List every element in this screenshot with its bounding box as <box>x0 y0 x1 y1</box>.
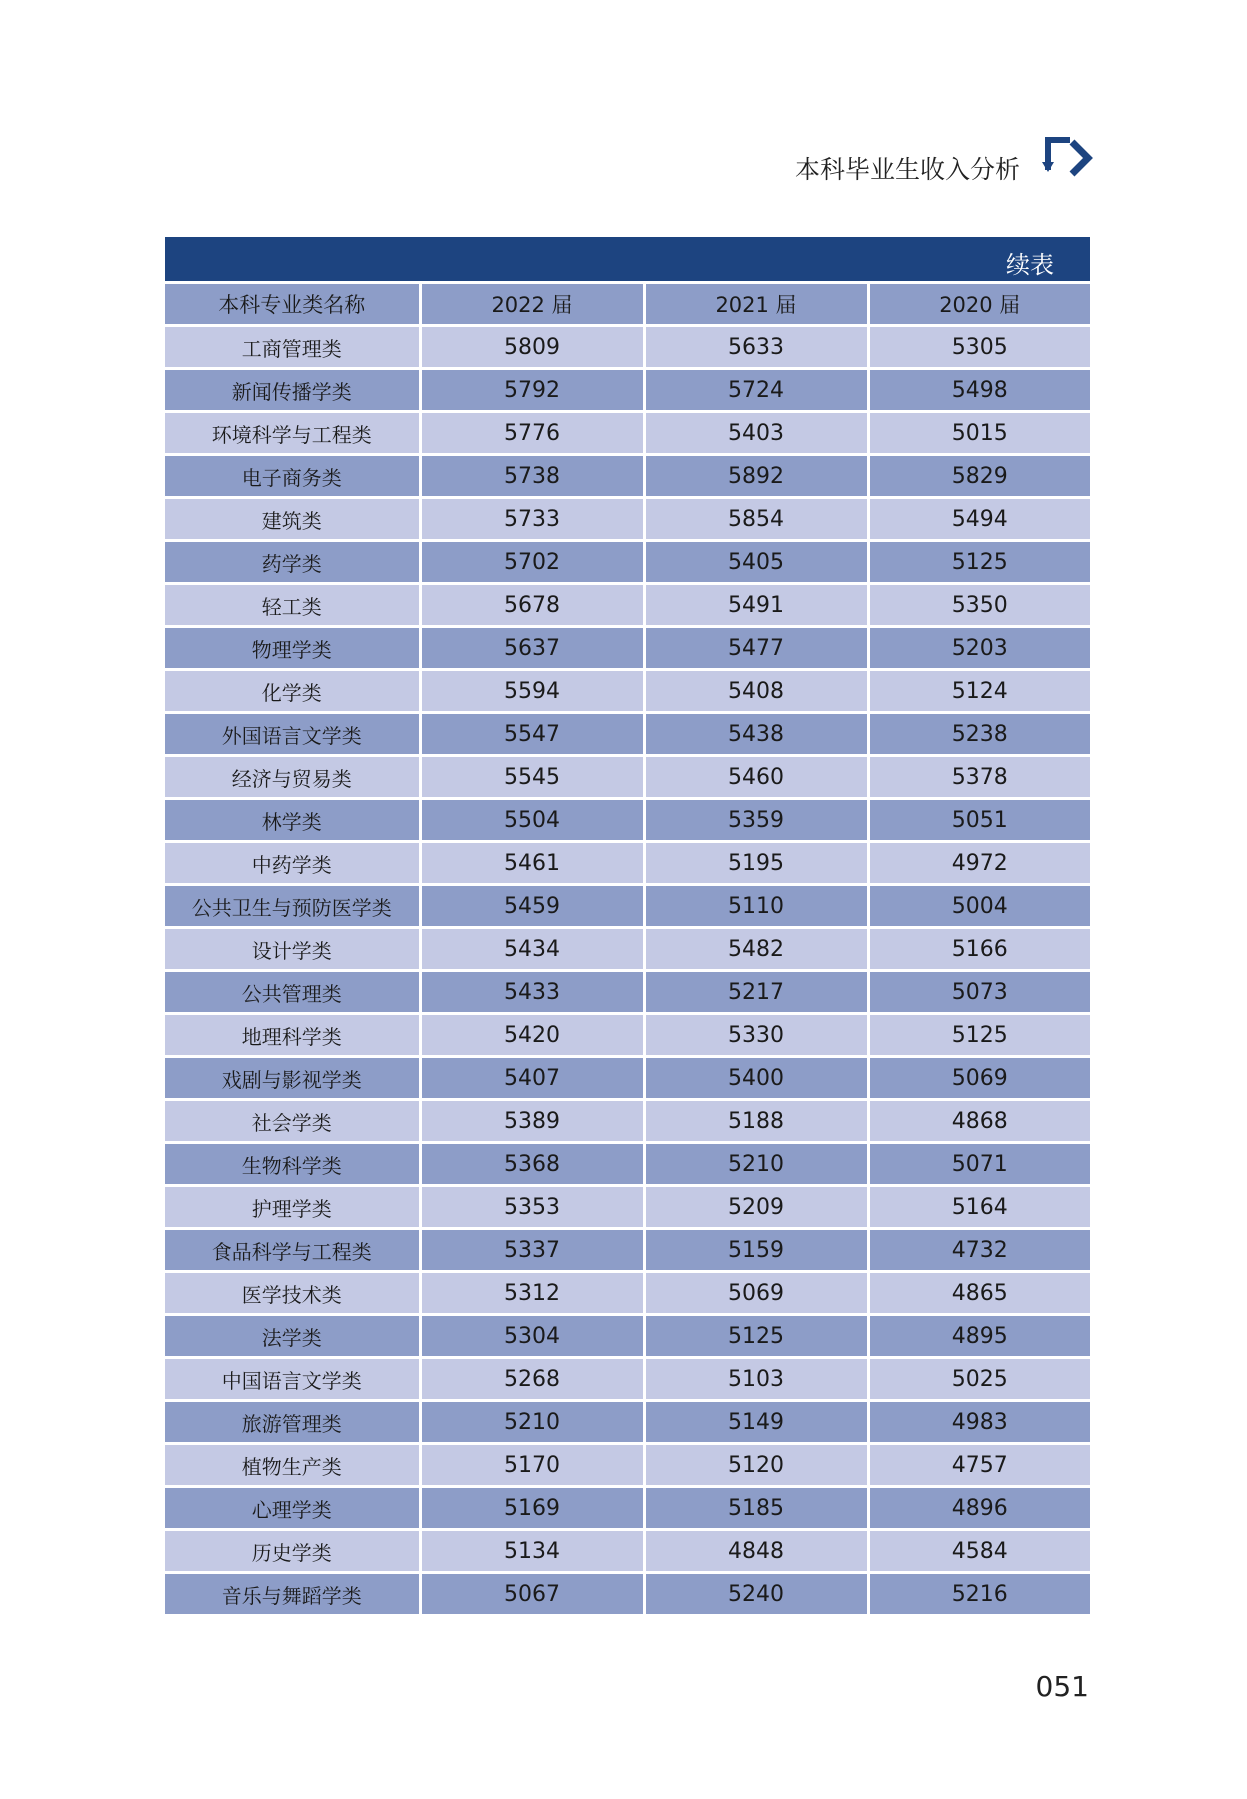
income-2021-cell: 5460 <box>644 756 868 799</box>
income-2022-cell: 5420 <box>420 1014 644 1057</box>
income-2020-cell: 5216 <box>868 1573 1090 1616</box>
table-row <box>165 842 1090 885</box>
income-2020-cell: 4972 <box>868 842 1090 885</box>
table-row <box>165 713 1090 756</box>
continued-label: 续表 <box>1006 251 1054 279</box>
income-2021-cell: 5210 <box>644 1143 868 1186</box>
income-2021-cell: 5069 <box>644 1272 868 1315</box>
table-row <box>165 1229 1090 1272</box>
income-2021-cell: 5185 <box>644 1487 868 1530</box>
income-2020-cell: 5829 <box>868 455 1090 498</box>
major-name-cell: 环境科学与工程类 <box>165 412 420 455</box>
table-row <box>165 1057 1090 1100</box>
income-2022-cell: 5594 <box>420 670 644 713</box>
table-row <box>165 412 1090 455</box>
income-2022-cell: 5169 <box>420 1487 644 1530</box>
income-2021-cell: 5195 <box>644 842 868 885</box>
table-row <box>165 455 1090 498</box>
income-2022-cell: 5407 <box>420 1057 644 1100</box>
table-row <box>165 541 1090 584</box>
major-name-cell: 化学类 <box>165 670 420 713</box>
major-name-cell: 护理学类 <box>165 1186 420 1229</box>
income-2021-cell: 5188 <box>644 1100 868 1143</box>
income-2020-cell: 4896 <box>868 1487 1090 1530</box>
major-name-cell: 建筑类 <box>165 498 420 541</box>
table-row <box>165 1100 1090 1143</box>
major-name-cell: 医学技术类 <box>165 1272 420 1315</box>
income-2022-cell: 5067 <box>420 1573 644 1616</box>
income-2021-cell: 5438 <box>644 713 868 756</box>
income-2020-cell: 5071 <box>868 1143 1090 1186</box>
income-2022-cell: 5809 <box>420 326 644 369</box>
table-row <box>165 1401 1090 1444</box>
column-header-major: 本科专业类名称 <box>165 284 420 326</box>
income-2022-cell: 5637 <box>420 627 644 670</box>
major-name-cell: 音乐与舞蹈学类 <box>165 1573 420 1616</box>
data-table <box>165 284 1090 1617</box>
income-2021-cell: 5217 <box>644 971 868 1014</box>
column-header-2020: 2020 届 <box>868 284 1090 326</box>
income-2020-cell: 5073 <box>868 971 1090 1014</box>
major-name-cell: 林学类 <box>165 799 420 842</box>
income-2020-cell: 4757 <box>868 1444 1090 1487</box>
income-2021-cell: 5240 <box>644 1573 868 1616</box>
table-row <box>165 1573 1090 1616</box>
income-2020-cell: 5498 <box>868 369 1090 412</box>
income-2021-cell: 5477 <box>644 627 868 670</box>
income-2020-cell: 5025 <box>868 1358 1090 1401</box>
income-2020-cell: 5125 <box>868 1014 1090 1057</box>
income-2022-cell: 5733 <box>420 498 644 541</box>
major-name-cell: 法学类 <box>165 1315 420 1358</box>
income-2021-cell: 5633 <box>644 326 868 369</box>
income-2021-cell: 5159 <box>644 1229 868 1272</box>
income-2022-cell: 5459 <box>420 885 644 928</box>
income-2022-cell: 5389 <box>420 1100 644 1143</box>
income-2020-cell: 5015 <box>868 412 1090 455</box>
income-2020-cell: 4584 <box>868 1530 1090 1573</box>
income-2020-cell: 5350 <box>868 584 1090 627</box>
major-name-cell: 轻工类 <box>165 584 420 627</box>
income-2021-cell: 5209 <box>644 1186 868 1229</box>
major-name-cell: 工商管理类 <box>165 326 420 369</box>
income-2022-cell: 5702 <box>420 541 644 584</box>
income-2021-cell: 5892 <box>644 455 868 498</box>
major-name-cell: 戏剧与影视学类 <box>165 1057 420 1100</box>
income-2020-cell: 5004 <box>868 885 1090 928</box>
table-row <box>165 1487 1090 1530</box>
income-2021-cell: 5330 <box>644 1014 868 1057</box>
income-2021-cell: 5491 <box>644 584 868 627</box>
income-2022-cell: 5545 <box>420 756 644 799</box>
major-name-cell: 设计学类 <box>165 928 420 971</box>
table-row <box>165 584 1090 627</box>
table-row <box>165 1272 1090 1315</box>
major-name-cell: 药学类 <box>165 541 420 584</box>
table-row <box>165 756 1090 799</box>
income-2021-cell: 5120 <box>644 1444 868 1487</box>
income-2021-cell: 4848 <box>644 1530 868 1573</box>
income-2020-cell: 5164 <box>868 1186 1090 1229</box>
major-name-cell: 经济与贸易类 <box>165 756 420 799</box>
income-2022-cell: 5461 <box>420 842 644 885</box>
income-2022-cell: 5792 <box>420 369 644 412</box>
major-name-cell: 植物生产类 <box>165 1444 420 1487</box>
table-header-row <box>165 284 1090 326</box>
major-name-cell: 中药学类 <box>165 842 420 885</box>
income-2022-cell: 5678 <box>420 584 644 627</box>
income-2022-cell: 5353 <box>420 1186 644 1229</box>
major-name-cell: 中国语言文学类 <box>165 1358 420 1401</box>
table-row <box>165 885 1090 928</box>
income-2020-cell: 5203 <box>868 627 1090 670</box>
major-name-cell: 电子商务类 <box>165 455 420 498</box>
income-2020-cell: 5238 <box>868 713 1090 756</box>
income-2020-cell: 5124 <box>868 670 1090 713</box>
income-2022-cell: 5337 <box>420 1229 644 1272</box>
income-2022-cell: 5134 <box>420 1530 644 1573</box>
table-row <box>165 1530 1090 1573</box>
income-2022-cell: 5434 <box>420 928 644 971</box>
table-row <box>165 627 1090 670</box>
income-2020-cell: 5166 <box>868 928 1090 971</box>
major-name-cell: 公共卫生与预防医学类 <box>165 885 420 928</box>
major-name-cell: 旅游管理类 <box>165 1401 420 1444</box>
income-2020-cell: 4732 <box>868 1229 1090 1272</box>
column-header-2021: 2021 届 <box>644 284 868 326</box>
table-row <box>165 928 1090 971</box>
income-2022-cell: 5504 <box>420 799 644 842</box>
income-2020-cell: 4868 <box>868 1100 1090 1143</box>
income-2021-cell: 5854 <box>644 498 868 541</box>
income-2020-cell: 5378 <box>868 756 1090 799</box>
income-2020-cell: 4865 <box>868 1272 1090 1315</box>
income-2021-cell: 5149 <box>644 1401 868 1444</box>
table-row <box>165 971 1090 1014</box>
table-banner <box>165 237 1090 284</box>
income-2021-cell: 5403 <box>644 412 868 455</box>
income-2021-cell: 5103 <box>644 1358 868 1401</box>
income-2021-cell: 5400 <box>644 1057 868 1100</box>
page-header <box>760 128 1100 188</box>
income-2020-cell: 4895 <box>868 1315 1090 1358</box>
income-2020-cell: 5125 <box>868 541 1090 584</box>
major-name-cell: 食品科学与工程类 <box>165 1229 420 1272</box>
table-row <box>165 1315 1090 1358</box>
chapter-chevron-icon <box>1040 134 1100 182</box>
table-row <box>165 498 1090 541</box>
table-row <box>165 799 1090 842</box>
table-row <box>165 1143 1090 1186</box>
income-2021-cell: 5482 <box>644 928 868 971</box>
income-table <box>165 237 1090 1617</box>
income-2022-cell: 5776 <box>420 412 644 455</box>
major-name-cell: 历史学类 <box>165 1530 420 1573</box>
table-row <box>165 1444 1090 1487</box>
table-row <box>165 1014 1090 1057</box>
major-name-cell: 社会学类 <box>165 1100 420 1143</box>
income-2021-cell: 5724 <box>644 369 868 412</box>
table-row <box>165 1358 1090 1401</box>
section-title: 本科毕业生收入分析 <box>794 155 1020 184</box>
income-2020-cell: 4983 <box>868 1401 1090 1444</box>
table-row <box>165 670 1090 713</box>
income-2022-cell: 5268 <box>420 1358 644 1401</box>
income-2020-cell: 5051 <box>868 799 1090 842</box>
column-header-2022: 2022 届 <box>420 284 644 326</box>
income-2022-cell: 5547 <box>420 713 644 756</box>
table-row <box>165 369 1090 412</box>
income-2022-cell: 5170 <box>420 1444 644 1487</box>
major-name-cell: 外国语言文学类 <box>165 713 420 756</box>
income-2021-cell: 5110 <box>644 885 868 928</box>
major-name-cell: 公共管理类 <box>165 971 420 1014</box>
income-2022-cell: 5312 <box>420 1272 644 1315</box>
income-2021-cell: 5405 <box>644 541 868 584</box>
table-body <box>165 326 1090 1616</box>
income-2022-cell: 5738 <box>420 455 644 498</box>
income-2021-cell: 5408 <box>644 670 868 713</box>
income-2021-cell: 5125 <box>644 1315 868 1358</box>
major-name-cell: 生物科学类 <box>165 1143 420 1186</box>
income-2020-cell: 5069 <box>868 1057 1090 1100</box>
table-row <box>165 1186 1090 1229</box>
major-name-cell: 心理学类 <box>165 1487 420 1530</box>
major-name-cell: 地理科学类 <box>165 1014 420 1057</box>
income-2020-cell: 5494 <box>868 498 1090 541</box>
income-2022-cell: 5433 <box>420 971 644 1014</box>
income-2022-cell: 5304 <box>420 1315 644 1358</box>
table-row <box>165 326 1090 369</box>
income-2022-cell: 5210 <box>420 1401 644 1444</box>
major-name-cell: 物理学类 <box>165 627 420 670</box>
major-name-cell: 新闻传播学类 <box>165 369 420 412</box>
income-2021-cell: 5359 <box>644 799 868 842</box>
income-2020-cell: 5305 <box>868 326 1090 369</box>
page-number: 051 <box>1035 1670 1089 1703</box>
income-2022-cell: 5368 <box>420 1143 644 1186</box>
